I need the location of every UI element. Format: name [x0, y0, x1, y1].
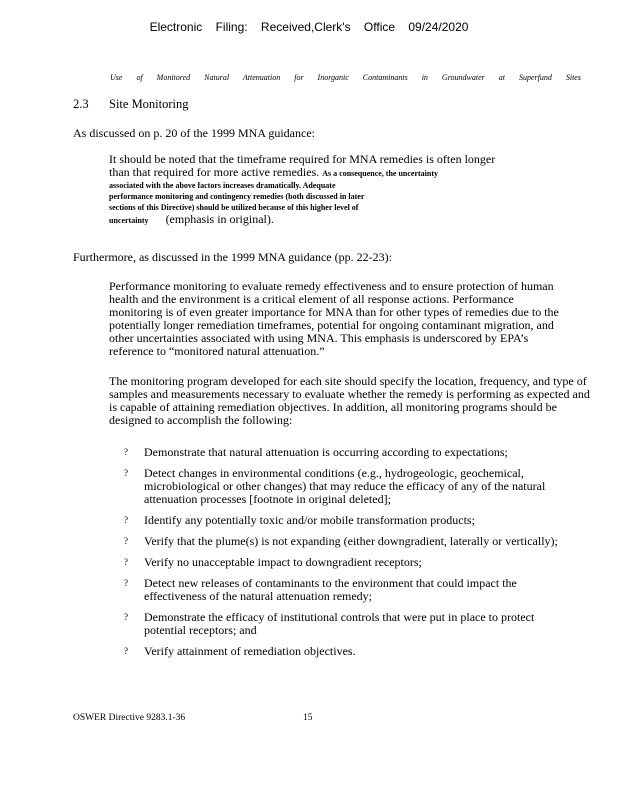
quote1-line2 [109, 166, 549, 180]
intro-paragraph-2: Furthermore, as discussed in the 1999 MNA guidance (pp. 22-23): [73, 250, 392, 264]
bullet-marker: ? [124, 557, 128, 567]
quote1-small-line: associated with the above factors increases dramatically. Adequate [109, 181, 336, 190]
list-item [124, 645, 564, 658]
bullet-marker: ? [124, 515, 128, 525]
block-quote-1 [109, 153, 549, 227]
quote1-last-line [109, 213, 549, 227]
list-item-text: Detect new releases of contaminants to the environment that could impact the effectiveness of the natural attenuation remedy; [144, 576, 517, 603]
bullet-marker: ? [124, 447, 128, 457]
page-number: 15 [303, 713, 313, 723]
list-item-text: Verify attainment of remediation objectives. [144, 644, 356, 658]
list-item [124, 446, 564, 459]
list-item-text: Identify any potentially toxic and/or mobile transformation products; [144, 513, 475, 527]
list-item-text: Demonstrate that natural attenuation is occurring according to expectations; [144, 445, 508, 459]
list-item-text: Detect changes in environmental conditions (e.g., hydrogeologic, geochemical, microbiological or other changes) that may reduce the efficacy of any of the natural attenuation processes [footnote in original deleted]; [144, 466, 546, 506]
quote1-last-small: uncertainty [109, 216, 149, 225]
list-item [124, 577, 564, 603]
block-quote-2-paragraph-1: Performance monitoring to evaluate remedy effectiveness and to ensure protection of human health and the environment is a critical element of all response actions. Performance monitoring is of even greater importance for MNA than for other types of remedies due to the potentially longer remediation timeframes, potential for ongoing contaminant migration, and other uncertainties associated with using MNA. This emphasis is underscored by EPA’s reference to “monitored natural attenuation.” [109, 279, 559, 358]
quote1-small-line: performance monitoring and contingency remedies (both discussed in later [109, 192, 365, 201]
list-item-text: Verify that the plume(s) is not expanding (either downgradient, laterally or vertically); [144, 534, 558, 548]
section-number: 2.3 [73, 97, 89, 111]
section-title: Site Monitoring [109, 97, 189, 111]
monitoring-objectives-list [124, 446, 564, 666]
section-heading [73, 97, 189, 112]
bullet-marker: ? [124, 468, 128, 478]
list-item [124, 535, 564, 548]
block-quote-2-paragraph-2: The monitoring program developed for each site should specify the location, frequency, and type of samples and measurements necessary to evaluate whether the remedy is performing as expected and is capable of attaining remediation objectives. In addition, all monitoring programs should be designed to accomplish the following: [109, 374, 590, 427]
list-item [124, 514, 564, 527]
bullet-marker: ? [124, 646, 128, 656]
running-head: Use of Monitored Natural Attenuation for Inorganic Contaminants in Groundwater at Superfund Sites [110, 73, 581, 82]
bullet-marker: ? [124, 578, 128, 588]
list-item [124, 556, 564, 569]
filing-stamp: Electronic Filing: Received,Clerk's Office 09/24/2020 [149, 20, 469, 34]
quote1-line2-text: than that required for more active remedies. [109, 165, 320, 179]
list-item-text: Demonstrate the efficacy of institutional controls that were put in place to protect potential receptors; and [144, 610, 535, 637]
list-item [124, 467, 564, 506]
list-item-text: Verify no unacceptable impact to downgradient receptors; [144, 555, 422, 569]
list-item [124, 611, 564, 637]
quote1-line1: It should be noted that the timeframe required for MNA remedies is often longer [109, 152, 496, 166]
bullet-marker: ? [124, 536, 128, 546]
intro-paragraph-1: As discussed on p. 20 of the 1999 MNA guidance: [73, 126, 315, 140]
quote1-small-inline: As a consequence, the uncertainty [322, 169, 439, 178]
emphasis-note: (emphasis in original). [165, 212, 274, 226]
footer-directive: OSWER Directive 9283.1-36 [73, 713, 186, 723]
bullet-marker: ? [124, 612, 128, 622]
quote1-small-line: sections of this Directive) should be utilized because of this higher level of [109, 203, 359, 212]
